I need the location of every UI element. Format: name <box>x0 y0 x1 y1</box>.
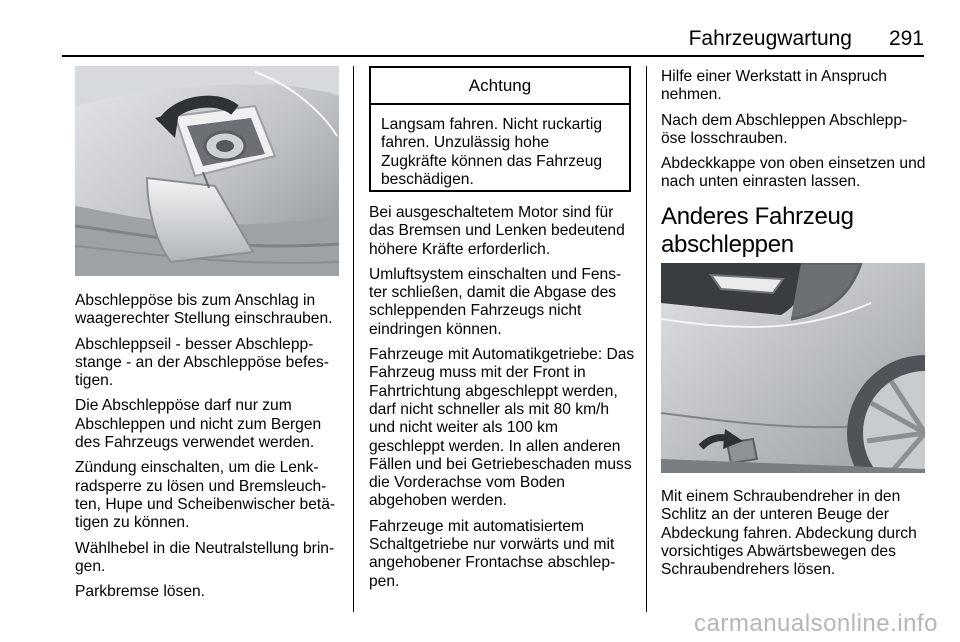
paragraph: Mit einem Schraubendreher in den Schlitz an der unteren Beuge der Abdeckung fahren. Abdeckung durch vorsichtiges Abwärtsbewegen des Schraubendrehers lösen. <box>661 488 917 579</box>
paragraph: Parkbremse lösen. <box>75 583 206 601</box>
tow-eye-rear-illustration <box>661 263 925 473</box>
tow-eye-front-illustration <box>75 66 339 276</box>
paragraph: Abdeckkappe von oben einsetzen und nach unten einrasten lassen. <box>661 155 926 191</box>
caution-box <box>369 66 631 192</box>
column-divider-1 <box>353 66 354 612</box>
tow-eye-front-figure <box>75 66 339 276</box>
paragraph: Bei ausgeschaltetem Motor sind für das Bremsen und Lenken bedeutend höhere Kräfte erforderlich. <box>369 204 625 258</box>
paragraph: Nach dem Abschleppen Abschlepp-öse losschrauben. <box>661 111 908 147</box>
paragraph: Zündung einschalten, um die Lenk-radsperre zu lösen und Bremsleuch-ten, Hupe und Scheibenwischer betä-tigen zu können. <box>75 459 336 532</box>
paragraph: Umluftsystem einschalten und Fens-ter schließen, damit die Abgase des schleppenden Fahrzeugs nicht eindringen können. <box>369 265 622 338</box>
watermark: carmanualsonline.info <box>694 610 938 637</box>
paragraph: Abschleppöse bis zum Anschlag in waagerechter Stellung einschrauben. <box>75 292 333 328</box>
section-heading: Anderes Fahrzeug abschleppen <box>661 203 854 258</box>
column-3-top-text <box>661 68 931 199</box>
paragraph: Wählhebel in die Neutralstellung brin-gen. <box>75 539 335 575</box>
column-divider-2 <box>646 66 647 612</box>
header-rule <box>62 55 924 57</box>
column-3-bottom-text <box>661 488 931 586</box>
page-number: 291 <box>888 27 924 50</box>
paragraph: Fahrzeuge mit Automatikgetriebe: Das Fahrzeug muss mit der Front in Fahrtrichtung abgeschleppt werden, darf nicht schneller als mit 80 km/h und nicht weiter als 100 km geschleppt werden. In allen anderen Fällen und bei Getriebeschaden muss die Vorderachse vom Boden abgehoben werden. <box>369 346 635 510</box>
caution-text: Langsam fahren. Nicht ruckartig fahren. Unzulässig hohe Zugkräfte können das Fahrzeug beschädigen. <box>381 116 603 188</box>
caution-title: Achtung <box>371 68 629 105</box>
column-1-text <box>75 292 345 608</box>
paragraph: Die Abschleppöse darf nur zum Abschleppen und nicht zum Bergen des Fahrzeugs verwendet werden. <box>75 397 322 452</box>
paragraph: Abschleppseil - besser Abschlepp-stange - an der Abschleppöse befes-tigen. <box>75 335 329 390</box>
tow-eye-rear-figure <box>661 263 925 473</box>
column-2-text <box>369 204 637 598</box>
paragraph: Hilfe einer Werkstatt in Anspruch nehmen. <box>661 68 887 104</box>
paragraph: Fahrzeuge mit automatisiertem Schaltgetriebe nur vorwärts und mit angehobener Frontachse abschlep-pen. <box>369 517 616 590</box>
header-title: Fahrzeugwartung <box>688 27 852 50</box>
